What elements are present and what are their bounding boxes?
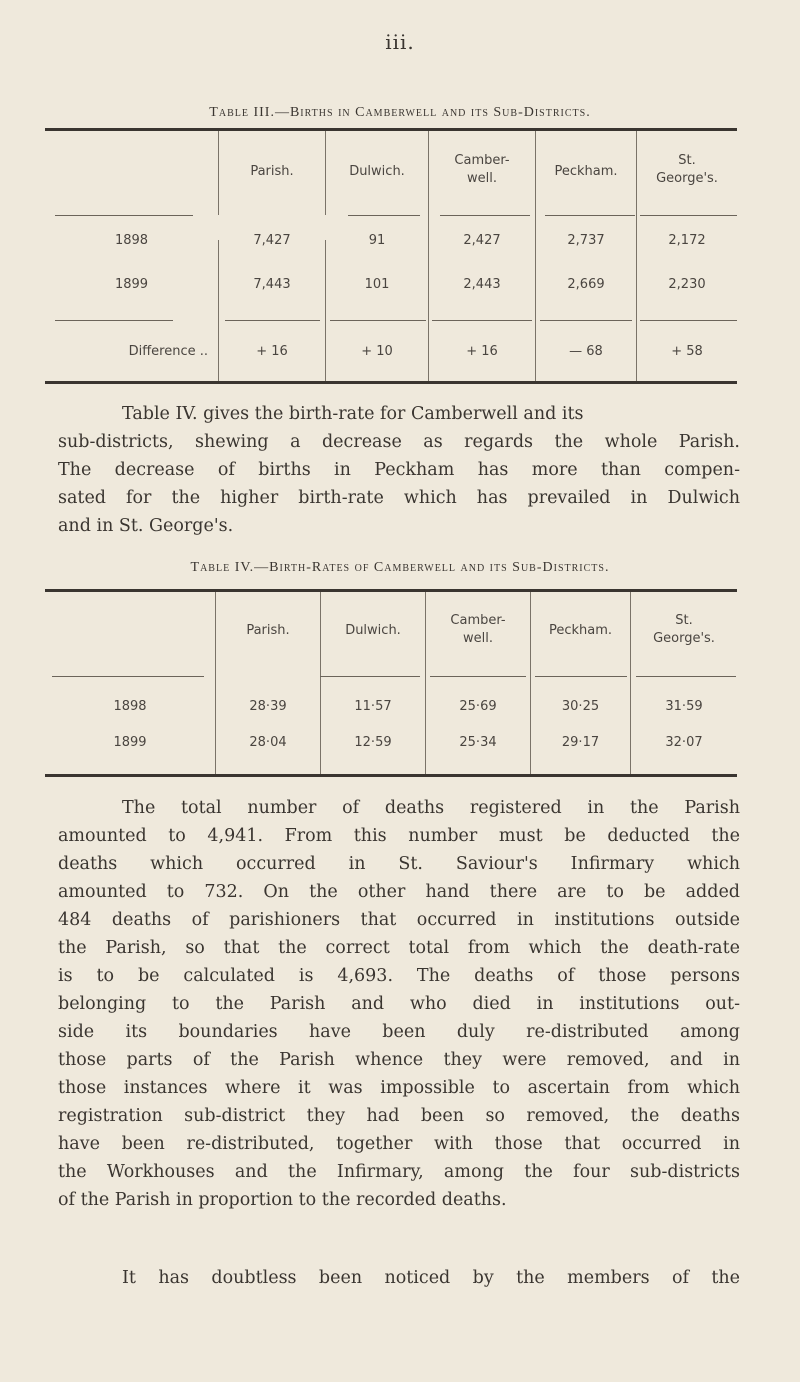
table-3-cell: — 68 <box>569 344 603 359</box>
table-3-header-rule <box>348 215 420 216</box>
table-3-top-rule <box>45 128 737 131</box>
paragraph-continued <box>58 1264 740 1292</box>
table-4-header-st-georges: St. George's. <box>653 613 715 646</box>
table-3-header-rule <box>440 215 530 216</box>
table-3-difference-rule <box>640 320 737 321</box>
table-3-row-label: 1898 <box>114 233 149 248</box>
text-line: the Parish, so that the correct total from which the death-rate <box>58 938 740 958</box>
table-3-difference-rule <box>330 320 426 321</box>
text-line: amounted to 4,941. From this number must be deducted the <box>58 826 740 846</box>
table-3-cell: 2,427 <box>463 233 501 248</box>
table-3-divider <box>325 240 326 382</box>
table-4-bottom-rule <box>45 774 737 777</box>
table-3-cell: 101 <box>364 277 390 292</box>
table-3-header-dulwich: Dulwich. <box>349 164 405 179</box>
table-4-header-rule <box>52 676 204 677</box>
table-4-cell: 25·69 <box>459 699 497 714</box>
text-line: sated for the higher birth-rate which has prevailed in Dulwich <box>58 488 740 508</box>
text-line: side its boundaries have been duly re-distributed among <box>58 1022 740 1042</box>
table-3-header-rule <box>545 215 635 216</box>
table-4-header-camberwell: Camber- well. <box>450 613 506 646</box>
table-4-cell: 32·07 <box>665 735 703 750</box>
table-3-header-st-georges: St. George's. <box>656 153 718 186</box>
table-3-cell: + 16 <box>466 344 498 359</box>
table-4-top-rule <box>45 589 737 592</box>
table-3-header-rule <box>640 215 737 216</box>
table-3-cell: 2,443 <box>463 277 501 292</box>
text-line: those parts of the Parish whence they were removed, and in <box>58 1050 740 1070</box>
table-3-cell: 7,427 <box>253 233 291 248</box>
table-4-cell: 25·34 <box>459 735 497 750</box>
table-4-cell: 12·59 <box>354 735 392 750</box>
text-line: belonging to the Parish and who died in institutions out- <box>58 994 740 1014</box>
table-3-cell: 2,172 <box>668 233 706 248</box>
table-3-cell: 91 <box>368 233 386 248</box>
table-4-header-rule <box>320 676 420 677</box>
table-3-row-label: 1899 <box>114 277 149 292</box>
paragraph-deaths <box>58 794 740 1214</box>
table-4-header-peckham: Peckham. <box>548 623 613 638</box>
table-4-cell: 31·59 <box>665 699 703 714</box>
difference-label: Difference .. <box>128 344 208 359</box>
table-3-divider <box>218 240 219 382</box>
text-line: and in St. George's. <box>58 516 234 536</box>
paragraph-birth-rate <box>58 400 740 540</box>
text-line: of the Parish in proportion to the recorded deaths. <box>58 1190 507 1210</box>
table-3-cell: + 10 <box>361 344 393 359</box>
text-line: Table IV. gives the birth-rate for Camberwell and its <box>122 404 584 424</box>
table-3-cell: + 16 <box>256 344 288 359</box>
table-4-cell: 28·39 <box>249 699 287 714</box>
table-3-header-peckham: Peckham. <box>554 164 618 179</box>
table-3-cell: 2,737 <box>567 233 605 248</box>
text-line: the Workhouses and the Infirmary, among the four sub-districts <box>58 1162 740 1182</box>
text-line: amounted to 732. On the other hand there are to be added <box>58 882 740 902</box>
text-line: sub-districts, shewing a decrease as regards the whole Parish. <box>58 432 740 452</box>
table-3-cell: 2,230 <box>668 277 706 292</box>
table-3-caption: Table III.—Births in Camberwell and its Sub-Districts. <box>209 105 591 120</box>
table-4-cell: 29·17 <box>561 735 600 750</box>
table-4-cell: 30·25 <box>561 699 600 714</box>
table-4-header-rule <box>535 676 627 677</box>
text-line: The total number of deaths registered in the Parish <box>122 798 740 818</box>
table-3-cell: 7,443 <box>253 277 291 292</box>
table-4-caption: Table IV.—Birth-Rates of Camberwell and its Sub-Districts. <box>190 560 610 575</box>
table-4-cell: 11·57 <box>354 699 392 714</box>
table-4-header-dulwich: Dulwich. <box>345 623 401 638</box>
table-3-row-label <box>45 344 218 359</box>
text-line: registration sub-district they had been so removed, the deaths <box>58 1106 740 1126</box>
table-3-cell: 2,669 <box>567 277 605 292</box>
text-line: The decrease of births in Peckham has more than compen- <box>58 460 740 480</box>
text-line: have been re-distributed, together with those that occurred in <box>58 1134 740 1154</box>
text-line: deaths which occurred in St. Saviour's Infirmary which <box>58 854 740 874</box>
table-3-bottom-rule <box>45 381 737 384</box>
table-3-header-rule <box>55 215 193 216</box>
text-line: It has doubtless been noticed by the members of the <box>122 1268 740 1288</box>
table-3-header-parish: Parish. <box>250 164 294 179</box>
text-line: those instances where it was impossible to ascertain from which <box>58 1078 740 1098</box>
table-3-header-camberwell: Camber- well. <box>454 153 510 186</box>
text-line: 484 deaths of parishioners that occurred in institutions outside <box>58 910 740 930</box>
table-4-row-label: 1898 <box>113 699 147 714</box>
table-3-difference-rule <box>225 320 320 321</box>
table-4-header-rule <box>636 676 736 677</box>
page-number: iii. <box>385 30 415 54</box>
table-4-cell: 28·04 <box>249 735 287 750</box>
table-3-cell: + 58 <box>671 344 703 359</box>
table-4-header-parish: Parish. <box>246 623 290 638</box>
text-line: is to be calculated is 4,693. The deaths of those persons <box>58 966 740 986</box>
table-3-difference-rule <box>432 320 532 321</box>
table-4-header-rule <box>430 676 526 677</box>
table-4-row-label: 1899 <box>113 735 147 750</box>
table-3-difference-rule <box>55 320 173 321</box>
table-3-difference-rule <box>540 320 632 321</box>
